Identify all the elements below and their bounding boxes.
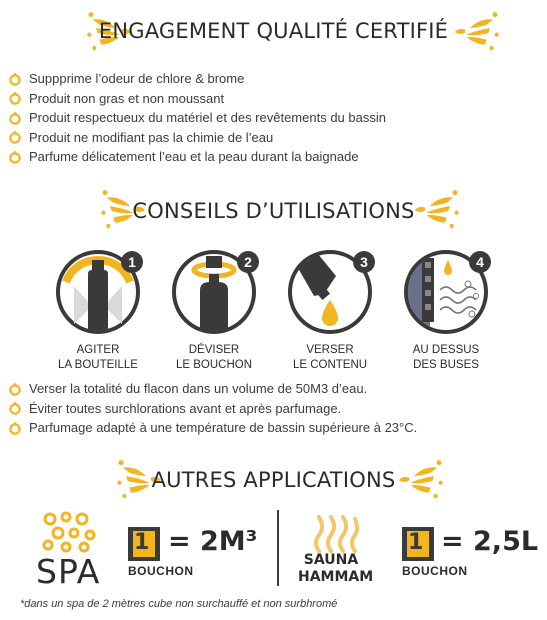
list-item: Éviter toutes surchlorations avant et après parfumage. xyxy=(8,399,417,419)
step-number: 4 xyxy=(476,254,484,270)
step-number: 3 xyxy=(360,254,368,270)
shake-bottle-icon xyxy=(48,246,148,338)
unscrew-cap-icon xyxy=(164,246,264,338)
footnote: *dans un spa de 2 mètres cube non surchauffé et non surbhromé xyxy=(20,598,338,610)
step-jets xyxy=(396,246,496,373)
sauna-volume: = 2,5L xyxy=(441,526,539,557)
step-label: DÉVISER LE BOUCHON xyxy=(175,344,253,371)
step-shake xyxy=(48,246,148,373)
list-item: Parfumage adapté à une température de bassin supérieure à 23°C. xyxy=(8,418,417,438)
usage-list xyxy=(8,379,417,438)
quality-title: ENGAGEMENT QUALITÉ CERTIFIÉ xyxy=(98,19,449,43)
divider xyxy=(277,510,279,586)
other-applications-title: AUTRES APPLICATIONS xyxy=(151,468,396,492)
list-item: Produit respectueux du matériel et des revêtements du bassin xyxy=(8,108,386,128)
list-item: Parfume délicatement l’eau et la peau durant la baignade xyxy=(8,147,386,167)
spa-cap-label: BOUCHON xyxy=(128,564,194,578)
list-item: Produit ne modifiant pas la chimie de l’eau xyxy=(8,128,386,148)
bubbles-icon xyxy=(40,511,100,553)
spa-volume: = 2M³ xyxy=(168,526,258,557)
ring-icon xyxy=(8,150,22,164)
cap-number: 1 xyxy=(408,530,424,555)
sauna-label: SAUNA HAMMAM xyxy=(298,552,374,585)
cap-number: 1 xyxy=(134,530,150,555)
step-pour xyxy=(280,246,380,373)
ring-icon xyxy=(8,72,22,86)
quality-list xyxy=(8,69,386,167)
pour-content-icon xyxy=(280,246,380,338)
spa-jets-icon xyxy=(396,246,496,338)
step-label: VERSER LE CONTENU xyxy=(292,344,368,371)
step-unscrew xyxy=(164,246,264,373)
list-item: Suppprime l’odeur de chlore & brome xyxy=(8,69,386,89)
usage-title: CONSEILS D’UTILISATIONS xyxy=(132,199,415,223)
step-number: 2 xyxy=(244,254,252,270)
spa-label: SPA xyxy=(36,552,101,591)
ring-icon xyxy=(8,382,22,396)
list-item: Produit non gras et non moussant xyxy=(8,89,386,109)
steam-icon xyxy=(311,509,359,553)
ring-icon xyxy=(8,111,22,125)
step-number: 1 xyxy=(128,254,136,270)
ring-icon xyxy=(8,91,22,105)
ring-icon xyxy=(8,421,22,435)
step-label: AU DESSUS DES BUSES xyxy=(412,344,480,371)
ring-icon xyxy=(8,130,22,144)
ring-icon xyxy=(8,401,22,415)
list-item: Verser la totalité du flacon dans un volume de 50M3 d’eau. xyxy=(8,379,417,399)
step-label: AGITER LA BOUTEILLE xyxy=(58,344,138,371)
sauna-cap-label: BOUCHON xyxy=(402,564,468,578)
